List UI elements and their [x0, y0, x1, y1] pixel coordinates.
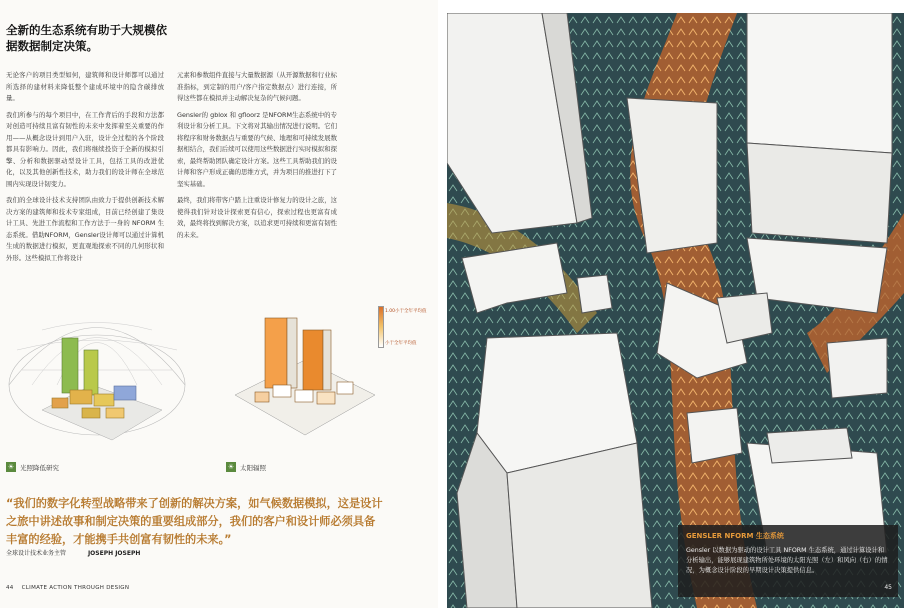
body-column-2: [177, 70, 337, 246]
legend-gradient: [378, 306, 384, 348]
left-page: [0, 0, 450, 608]
caption-body: Gensler 以数据为驱动的设计工具 NFORM 生态系统，通过计算设计和分析输出，能够展现建筑物所处环境的太阳光照（左）和风向（右）的情况，为概念设计阶段的早期设计决策提供信息。: [686, 547, 888, 574]
sun-icon: ☀: [227, 463, 235, 471]
solar-radiation-illustration: [225, 300, 385, 450]
footer-left: [6, 585, 129, 591]
caption-text: 光照降低研究: [20, 463, 59, 472]
page-title: 全新的生态系统有助于大规模依据数据制定决策。: [6, 23, 167, 53]
paragraph: 元素和参数组件直接与大量数据源（从开源数据和行业标准指标，到定制的用户/客户指定数据点）进行连接，所得这些都在模拟并主动解决复杂的气候问题。: [177, 71, 337, 102]
page-number-right: 45: [884, 584, 892, 591]
paragraph: Gensler的 gblox 和 gfloorz 是NFORM生态系统中的专利设计和分析工具。下文将对其输出情况进行说明。它们将程序和财务数据点与重要的气候、地理和可持续发展数据相结合，我们后续可以使用这些数据进行实时模拟和探索，最终帮助团队确定设计方案。这些工具帮助我们的设计师和客户形成正确的思维方式，并为项目的推进打下了坚实基础。: [177, 110, 337, 188]
page-number: 44: [6, 585, 14, 591]
image-caption-box: [678, 525, 898, 597]
figure-caption-left: [6, 462, 59, 472]
paragraph: 我们所参与的每个项目中，在工作背后的手段和方法都对创造可持续且富有韧性的未来中发挥着至关重要的作用——从概念设计到用户入驻，设计全过程的各个阶段都具有影响力。因此，我们将继续投资于全新的模拟引擎、分析和数据驱动型设计工具，包括工具的改进优化，以及其他创新性技术，助力我们的设计师在全球范围内实现设计韧变力。: [6, 110, 164, 188]
running-title: CLIMATE ACTION THROUGH DESIGN: [21, 585, 130, 591]
caption-heading: GENSLER NFORM 生态系统: [686, 532, 784, 540]
legend-high-label: 1.00小于全年平均值: [385, 309, 427, 314]
attribution-title: 全球设计技术业务主管: [6, 550, 67, 557]
paragraph: 我们的全球设计技术支持团队由致力于提供创新技术解决方案的建筑师和技术专家组成，目前已经创建了集设计工具、先进工作流程和工作方法于一身的 NFORM 生态系统。借助NFORM，Gensler设计师可以通过计算机生成的数据进行模拟，更直观地探索不同的几何形状和外形。这些模拟工作将设计: [6, 196, 164, 262]
quote-attribution: [6, 548, 140, 557]
paragraph: 无论客户的项目类型如何，建筑师和设计师都可以通过所选择的建材料来降低整个建成环境中的隐含碳排放量。: [6, 71, 164, 102]
pull-quote: “我们的数字化转型战略带来了创新的解决方案，如气候数据模拟，这是设计之旅中讲述故事和制定决策的重要组成部分，我们的客户和设计师必须具备丰富的经验，才能携手共创富有韧性的未来。”: [6, 497, 383, 546]
caption-text: 太阳辐照: [240, 463, 266, 472]
legend-low-label: 小于全年平均值: [385, 341, 417, 346]
attribution-name: JOSEPH JOSEPH: [87, 550, 141, 557]
daylight-study-illustration: [2, 290, 192, 450]
wind-flow-map: [447, 13, 904, 608]
figure-caption-right: [226, 462, 266, 472]
paragraph: 最终，我们将带客户踏上注重设计修复力的设计之旅，这使得我们针对设计探索更有信心，探索过程也更富有成效，最终将找到解决方案，以追求更可持续和更富有韧性的未来。: [177, 196, 337, 239]
sun-icon: ☀: [7, 463, 15, 471]
body-column-1: [6, 70, 164, 269]
wind-simulation-image: [447, 13, 904, 608]
